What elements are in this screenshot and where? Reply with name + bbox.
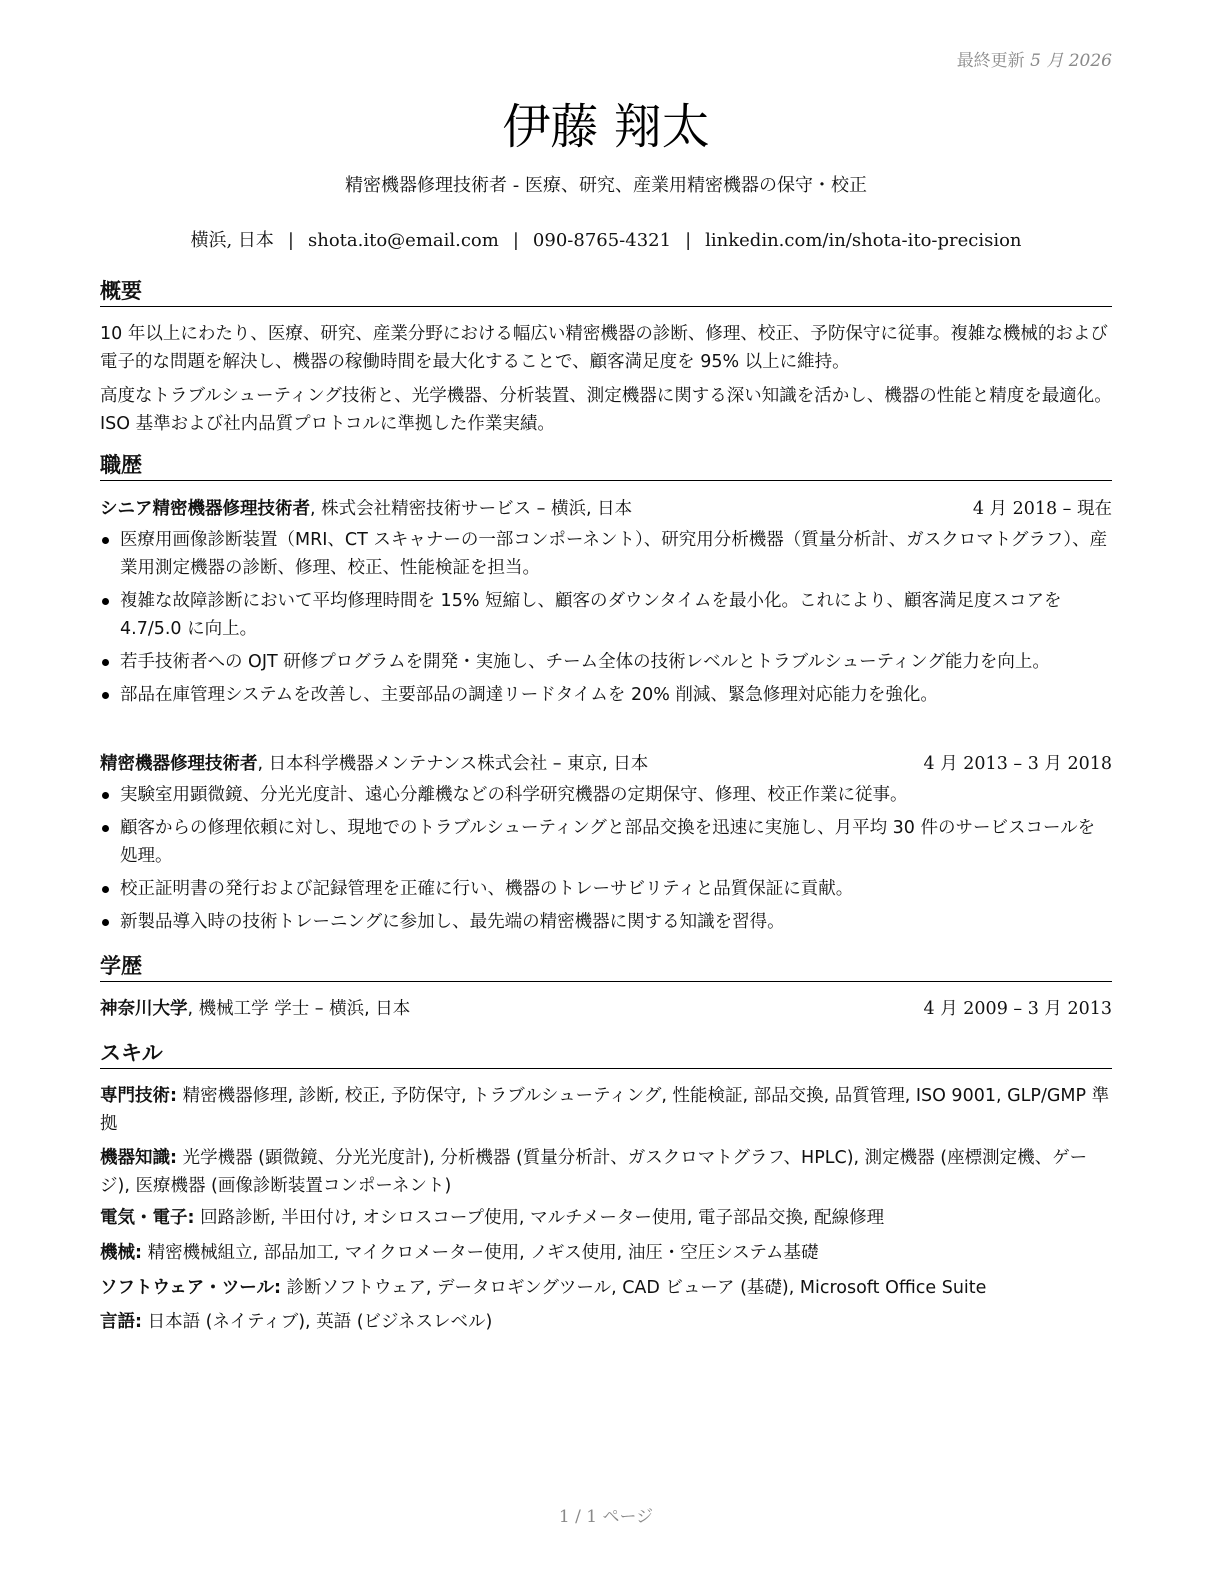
job-org: , 日本科学機器メンテナンス株式会社 – 東京, 日本	[257, 754, 649, 774]
skill-label: ソフトウェア・ツール:	[100, 1278, 281, 1298]
job-header	[100, 496, 1112, 522]
updated-prefix: 最終更新	[956, 51, 1025, 71]
skill-value: 日本語 (ネイティブ), 英語 (ビジネスレベル)	[142, 1312, 493, 1332]
section-title-summary: 概要	[100, 278, 1112, 307]
page-number: 1 / 1 ページ	[558, 1507, 654, 1527]
contact-separator: |	[512, 230, 519, 251]
job-title: 精密機器修理技術者	[100, 754, 258, 774]
skill-value: 光学機器 (顕微鏡、分光光度計), 分析機器 (質量分析計、ガスクロマトグラフ、HPLC), 測定機器 (座標測定機、ゲージ), 医療機器 (画像診断装置コンポーネント)	[100, 1148, 1088, 1196]
skill-value: 精密機器修理, 診断, 校正, 予防保守, トラブルシューティング, 性能検証, 部品交換, 品質管理, ISO 9001, GLP/GMP 準拠	[100, 1086, 1110, 1134]
contact-line	[100, 226, 1112, 252]
contact-linkedin[interactable]: linkedin.com/in/shota-ito-precision	[705, 230, 1022, 251]
skill-value: 回路診断, 半田付け, オシロスコープ使用, マルチメーター使用, 電子部品交換, 配線修理	[194, 1208, 885, 1228]
contact-location: 横浜, 日本	[190, 230, 274, 251]
job-bullets	[100, 526, 1112, 714]
updated-year: 2026	[1068, 51, 1112, 71]
summary-paragraph: 10 年以上にわたり、医療、研究、産業分野における幅広い精密機器の診断、修理、校正、予防保守に従事。複雑な機械的および電子的な問題を解決し、機器の稼働時間を最大化することで、顧客満足度を 95% 以上に維持。	[100, 324, 1108, 372]
contact-email[interactable]: shota.ito@email.com	[307, 230, 499, 251]
skill-value: 診断ソフトウェア, データロギングツール, CAD ビューア (基礎), Microsoft Office Suite	[280, 1278, 987, 1298]
updated-month: 5 月	[1030, 51, 1064, 71]
skill-row	[100, 1144, 1112, 1200]
education-entry	[100, 996, 1112, 1022]
job-bullet: 複雑な故障診断において平均修理時間を 15% 短縮し、顧客のダウンタイムを最小化。これにより、顧客満足度スコアを 4.7/5.0 に向上。	[100, 587, 1112, 643]
last-updated	[957, 46, 1112, 71]
skill-row	[100, 1082, 1112, 1138]
skill-row	[100, 1274, 1112, 1302]
education-dates: 4 月 2009 – 3 月 2013	[923, 999, 1112, 1019]
skill-label: 機器知識:	[100, 1148, 177, 1168]
skill-label: 電気・電子:	[100, 1208, 195, 1228]
skill-value: 精密機械組立, 部品加工, マイクロメーター使用, ノギス使用, 油圧・空圧システム基礎	[142, 1243, 819, 1263]
job-bullet: 若手技術者への OJT 研修プログラムを開発・実施し、チーム全体の技術レベルとトラブルシューティング能力を向上。	[100, 648, 1112, 676]
job-bullet: 医療用画像診断装置（MRI、CT スキャナーの一部コンポーネント）、研究用分析機器（質量分析計、ガスクロマトグラフ）、産業用測定機器の診断、修理、校正、性能検証を担当。	[100, 526, 1112, 582]
contact-phone[interactable]: 090-8765-4321	[532, 230, 672, 251]
candidate-name: 伊藤 翔太	[502, 99, 710, 155]
job-bullet: 部品在庫管理システムを改善し、主要部品の調達リードタイムを 20% 削減、緊急修理対応能力を強化。	[100, 681, 1112, 709]
job-title: シニア精密機器修理技術者	[100, 499, 310, 519]
summary-paragraph: 高度なトラブルシューティング技術と、光学機器、分析装置、測定機器に関する深い知識を活かし、機器の性能と精度を最適化。ISO 基準および社内品質プロトコルに準拠した作業実績。	[100, 386, 1112, 434]
education-detail: , 機械工学 学士 – 横浜, 日本	[187, 999, 411, 1019]
job-dates: 4 月 2018 – 現在	[972, 499, 1112, 519]
job-bullets	[100, 781, 1112, 941]
contact-separator: |	[287, 230, 294, 251]
skill-label: 言語:	[100, 1312, 142, 1332]
skill-label: 機械:	[100, 1243, 142, 1263]
job-bullet: 顧客からの修理依頼に対し、現地でのトラブルシューティングと部品交換を迅速に実施し、月平均 30 件のサービスコールを処理。	[100, 814, 1112, 870]
section-title-education: 学歴	[100, 953, 1112, 982]
section-title-skills: スキル	[100, 1040, 1112, 1069]
job-header	[100, 751, 1112, 777]
skill-row	[100, 1239, 1112, 1267]
job-dates: 4 月 2013 – 3 月 2018	[923, 754, 1112, 774]
section-title-experience: 職歴	[100, 452, 1112, 481]
job-bullet: 校正証明書の発行および記録管理を正確に行い、機器のトレーサビリティと品質保証に貢献。	[100, 875, 1112, 903]
contact-separator: |	[685, 230, 692, 251]
candidate-headline: 精密機器修理技術者 - 医療、研究、産業用精密機器の保守・校正	[345, 175, 867, 196]
skill-label: 専門技術:	[100, 1086, 177, 1106]
education-school: 神奈川大学	[100, 999, 188, 1019]
job-bullet: 実験室用顕微鏡、分光光度計、遠心分離機などの科学研究機器の定期保守、修理、校正作業に従事。	[100, 781, 1112, 809]
job-org: , 株式会社精密技術サービス – 横浜, 日本	[310, 499, 633, 519]
job-bullet: 新製品導入時の技術トレーニングに参加し、最先端の精密機器に関する知識を習得。	[100, 908, 1112, 936]
skill-row	[100, 1204, 1112, 1232]
resume-page	[100, 0, 1112, 1584]
skill-row	[100, 1308, 1112, 1336]
